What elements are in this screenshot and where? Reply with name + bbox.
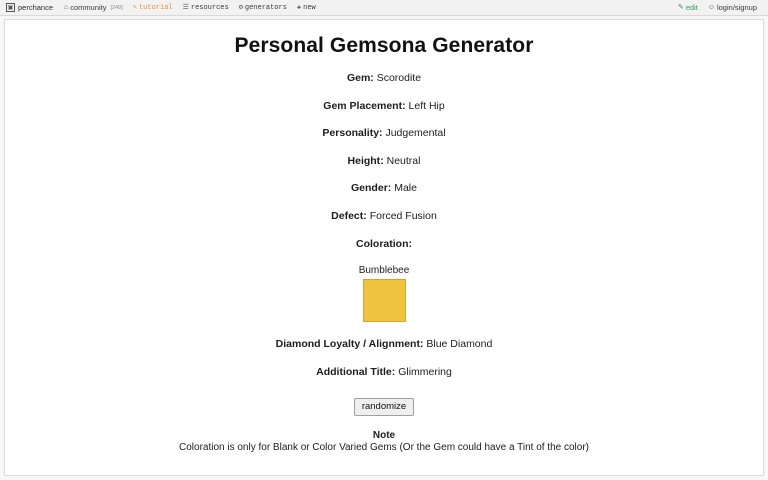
randomize-button-wrap [5, 396, 763, 416]
field-diamond-loyalty-value: Blue Diamond [426, 338, 493, 351]
field-gem: Gem: Scorodite [346, 72, 422, 84]
field-personality-label: Personality [322, 127, 380, 140]
plus-icon: ✚ [296, 3, 302, 12]
page-title: Personal Gemsona Generator [234, 34, 534, 57]
login-signup-label: login/signup [716, 2, 757, 12]
brand-logo[interactable] [6, 3, 59, 12]
edit-pencil-icon: ✎ [677, 3, 684, 11]
field-height-value: Neutral [386, 154, 421, 167]
field-gender: Gender: Male [351, 182, 417, 195]
gear-icon: ⚙ [238, 3, 243, 12]
coloration-block [5, 265, 763, 322]
field-gem-placement-value: Left Hip [408, 99, 445, 112]
coloration-label-text: Coloration: [356, 237, 412, 250]
field-personality: Personality: Judgemental [322, 127, 446, 140]
nav-item-community-label: community [70, 2, 107, 12]
community-count-badge: [249] [110, 4, 123, 11]
topbar-right-group [673, 0, 762, 16]
login-signup-button[interactable] [703, 0, 762, 16]
field-defect-value: Forced Fusion [369, 209, 437, 222]
field-diamond-loyalty-label: Diamond Loyalty / Alignment [275, 338, 420, 351]
field-personality-value: Judgemental [385, 127, 446, 140]
home-icon: ⌂ [64, 3, 69, 11]
field-additional-title-value: Glimmering [398, 365, 452, 378]
list-icon: ☰ [182, 3, 189, 12]
edit-button[interactable] [673, 0, 703, 16]
field-gender-label: Gender [351, 182, 388, 195]
nav-item-community[interactable] [59, 0, 128, 16]
nav-item-tutorial-label: tutorial [138, 3, 173, 12]
nav-item-generators-label: generators [244, 3, 287, 12]
field-additional-title: Additional Title: Glimmering [316, 365, 452, 378]
field-gem-value: Scorodite [376, 72, 422, 84]
nav-item-tutorial[interactable] [128, 0, 178, 16]
note-title: Note [372, 430, 396, 442]
perchance-logo-icon: ▣ [7, 4, 14, 11]
note-text: Coloration is only for Blank or Color Varied Gems (Or the Gem could have a Tint of the color) [179, 442, 589, 454]
site-topbar [0, 0, 768, 16]
page-frame [4, 19, 764, 476]
coloration-name: Bumblebee [358, 265, 410, 277]
randomize-button[interactable]: randomize [354, 398, 414, 416]
coloration-swatch [363, 279, 406, 322]
field-coloration-label [5, 238, 763, 251]
field-gender-value: Male [394, 182, 417, 195]
field-gem-placement: Gem Placement: Left Hip [323, 99, 445, 112]
edit-label: edit [685, 2, 698, 12]
field-gem-placement-label: Gem Placement [323, 99, 403, 112]
nav-item-resources-label: resources [190, 3, 229, 12]
nav-item-new-label: new [303, 3, 316, 12]
nav-item-generators[interactable] [234, 0, 292, 16]
field-additional-title-label: Additional Title [316, 365, 392, 378]
topbar-left-group [6, 0, 321, 16]
field-height: Height: Neutral [347, 154, 421, 167]
brand-label: perchance [18, 3, 54, 12]
generator-content [5, 20, 763, 453]
pencil-icon: ✎ [132, 3, 137, 12]
field-diamond-loyalty: Diamond Loyalty / Alignment: Blue Diamond [275, 338, 493, 351]
field-defect: Defect: Forced Fusion [331, 209, 437, 222]
field-gem-label: Gem [346, 72, 371, 84]
nav-item-resources[interactable] [178, 0, 234, 16]
user-icon: ☺ [707, 3, 715, 11]
field-defect-label: Defect [331, 209, 364, 222]
nav-item-new[interactable] [292, 0, 321, 16]
field-height-label: Height [347, 154, 381, 167]
